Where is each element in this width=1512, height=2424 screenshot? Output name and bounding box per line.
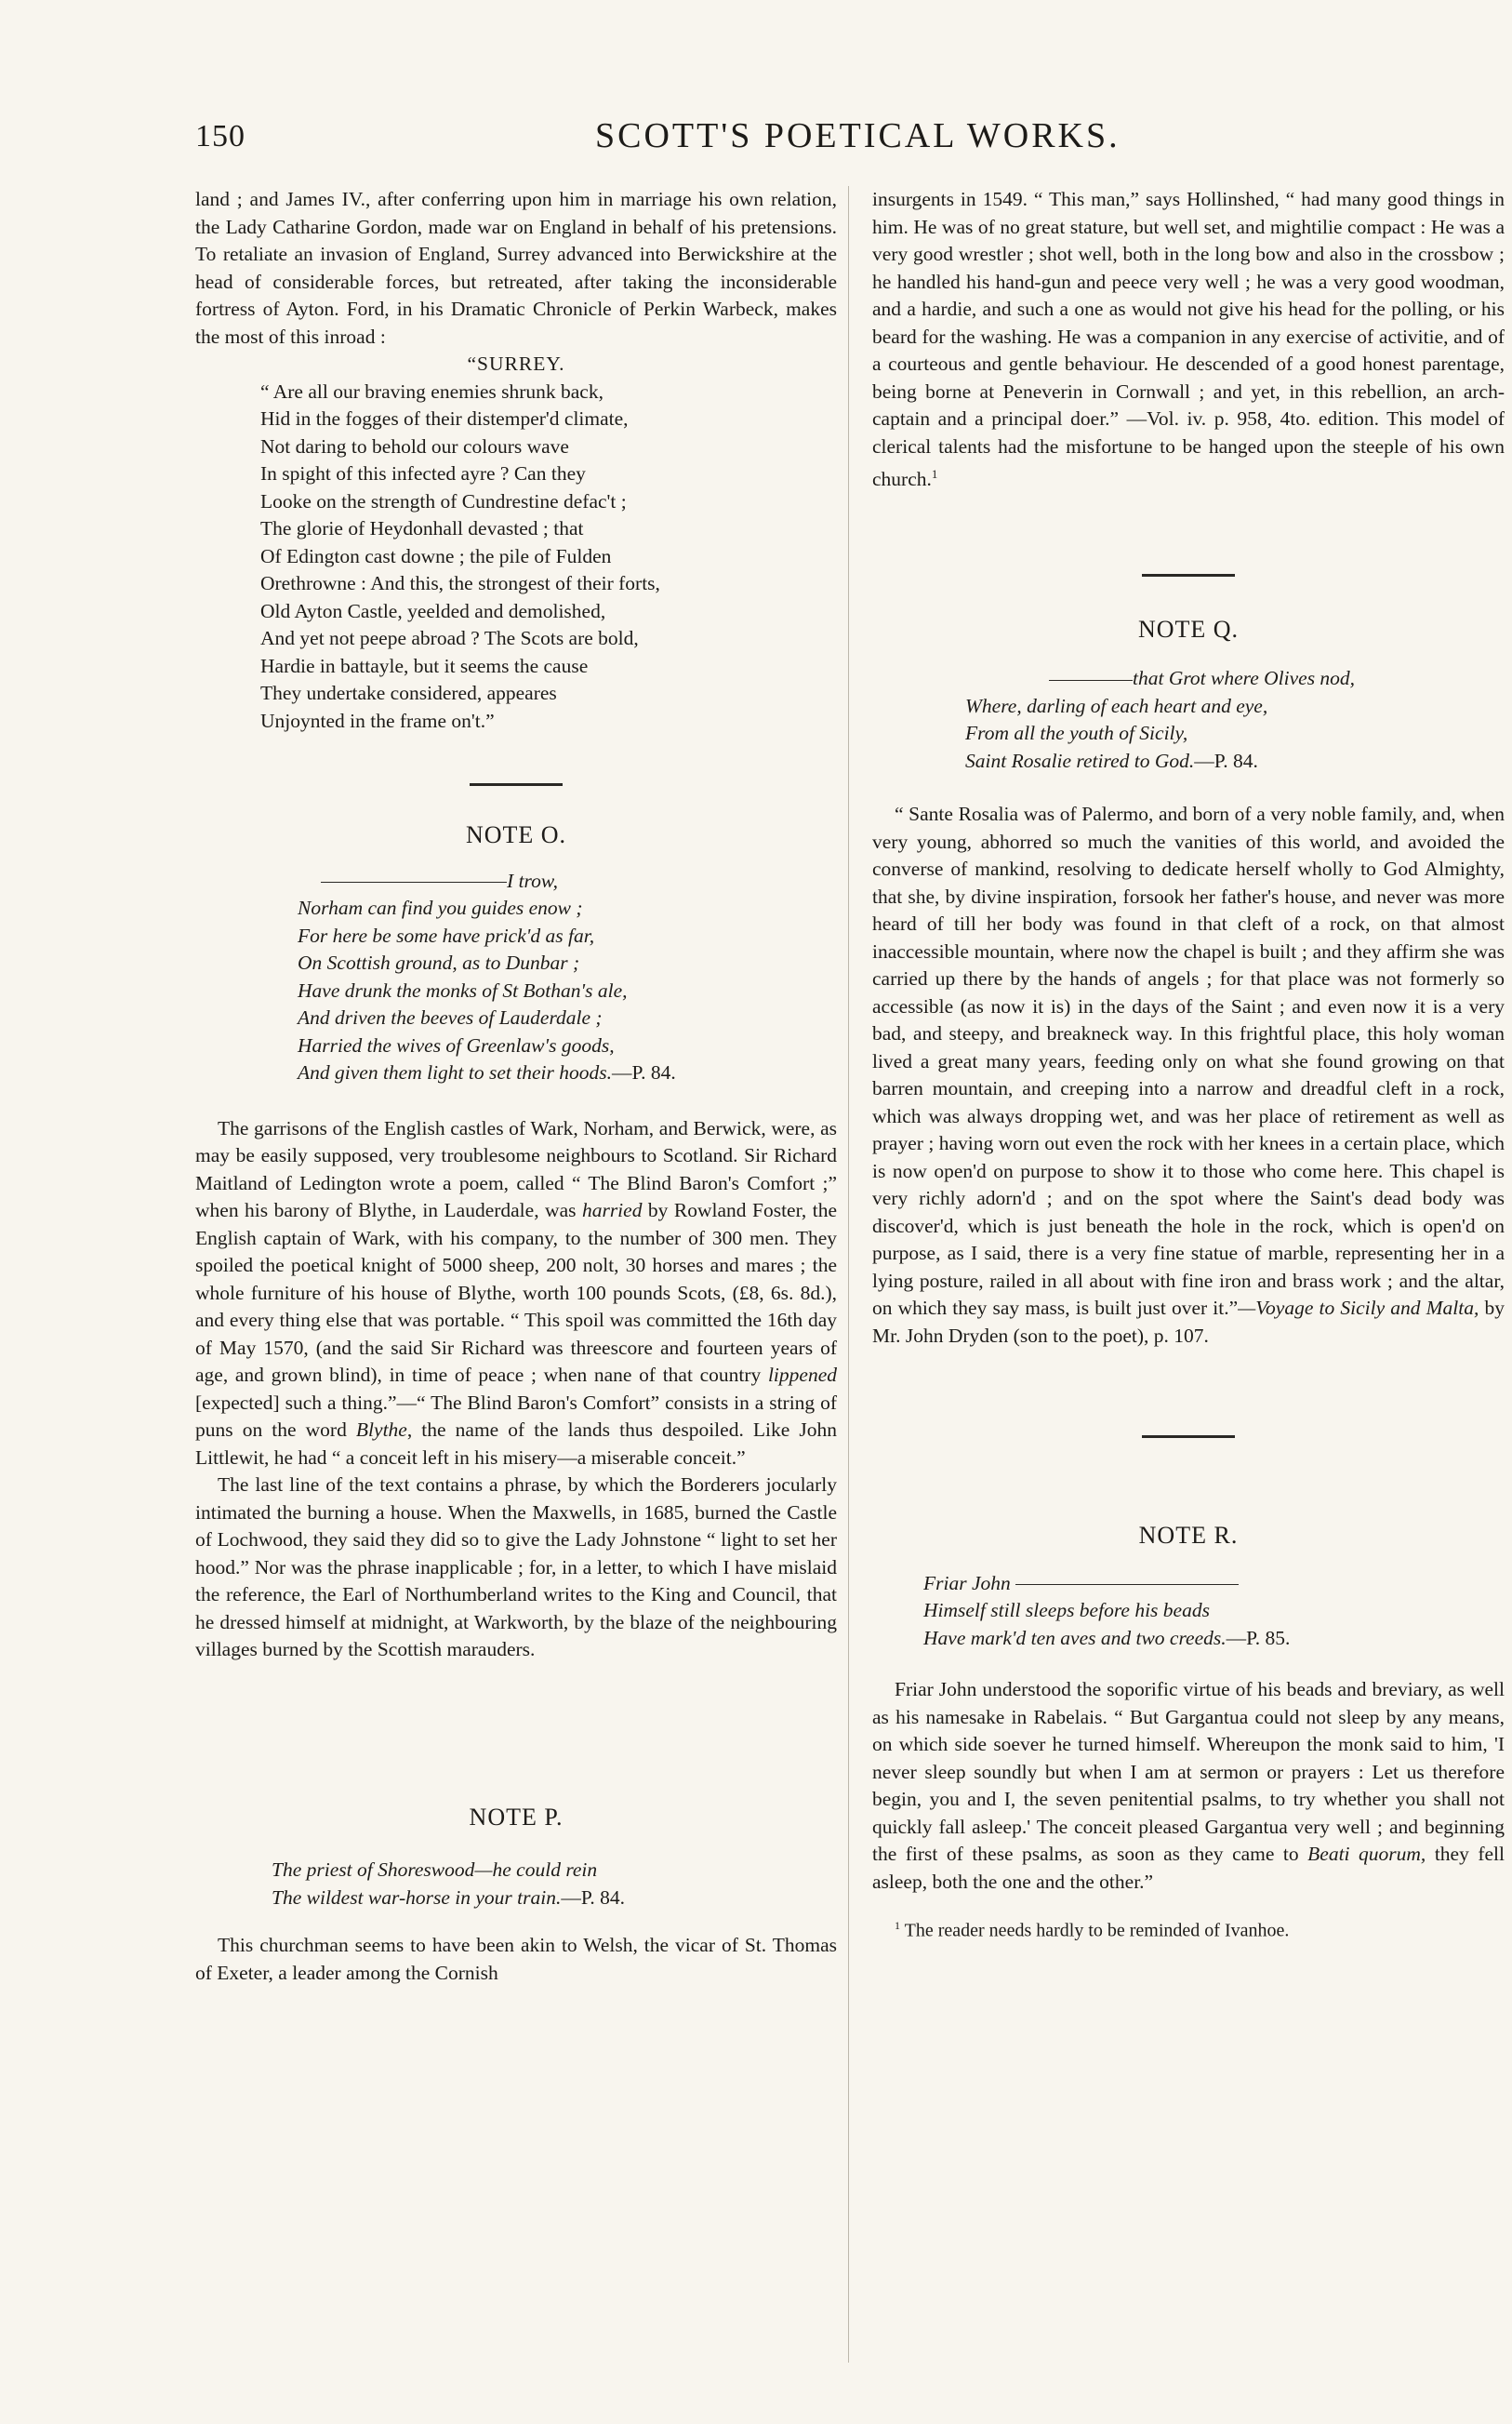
footnote-text: The reader needs hardly to be reminded of Ivanhoe. [904, 1920, 1290, 1941]
italic-title: —Voyage to Sicily and Malta, [1238, 1297, 1479, 1320]
motto-line: Where, darling of each heart and eye, [965, 694, 1268, 717]
running-title: SCOTT'S POETICAL WORKS. [595, 116, 1121, 155]
motto-line: that Grot where Olives nod, [1133, 667, 1356, 690]
motto-line: Norham can find you guides enow ; [298, 897, 583, 919]
motto-reference: —P. 84. [561, 1885, 626, 1909]
verse-line: Old Ayton Castle, yeelded and demolished, [260, 599, 606, 622]
text-run: The garrisons of the English castles of Wark, Norham, and Berwick, were, as may be easily supposed, very troublesome neighbours to Scotland. Sir Richard Maitland of Ledington wrote a poem, called “ The Blind Baron's Comfort ;” when his barony of Blythe, in Lauderdale, was [195, 1116, 837, 1221]
text-run: by Rowland Foster, the English captain of Wark, with his company, to the number of 300 men. They spoiled the poetical knight of 5000 sheep, 200 nolt, 30 horses and mares ; the whole furniture of his house of Blythe, worth 100 pounds Scots, (£8, 6s. 8d.), and every thing else that was portable. “ This spoil was committed the 16th day of May 1570, (and the said Sir Richard was threescore and fourteen years of age, and grown blind), in time of peace ; when nane of that country [195, 1199, 837, 1386]
footnote-mark: 1 [895, 1919, 900, 1933]
motto-line: Friar John [923, 1571, 1011, 1594]
motto-reference: —P. 84. [612, 1061, 676, 1084]
italic-term: lippened [767, 1364, 837, 1386]
note-o-heading: NOTE O. [465, 821, 567, 848]
note-q-motto [965, 665, 1505, 775]
footnote [872, 1912, 1505, 1945]
motto-line: Saint Rosalie retired to God. [965, 749, 1195, 772]
right-continuation-paragraph [872, 186, 1505, 494]
motto-line: And given them light to set their hoods. [298, 1061, 612, 1084]
motto-line: And driven the beeves of Lauderdale ; [298, 1006, 603, 1029]
verse-line: Unjoynted in the frame on't.” [260, 709, 495, 732]
verse-line: Hardie in battayle, but it seems the cause [260, 654, 589, 677]
motto-reference: —P. 84. [1194, 749, 1258, 772]
verse-line: They undertake considered, appeares [260, 682, 557, 704]
left-column [195, 186, 837, 1987]
motto-reference: —P. 85. [1226, 1626, 1291, 1649]
verse-line: And yet not peepe abroad ? The Scots are bold, [260, 627, 639, 649]
note-r-paragraph [872, 1676, 1505, 1896]
surrey-verse [260, 379, 837, 736]
motto-dash [1015, 1584, 1239, 1585]
motto-line: I trow, [507, 869, 558, 892]
speaker-label: “SURREY. [467, 353, 565, 375]
note-q-paragraph [872, 801, 1505, 1350]
verse-line: Not daring to behold our colours wave [260, 434, 569, 458]
text-run: by Mr. John Dryden (son to the poet), p. 107. [872, 1297, 1505, 1347]
italic-term: Blythe [355, 1418, 407, 1441]
note-r-motto [923, 1570, 1505, 1653]
note-o-paragraph-1 [195, 1115, 837, 1472]
verse-line: “ Are all our braving enemies shrunk back, [260, 380, 603, 403]
motto-line: On Scottish ground, as to Dunbar ; [298, 952, 580, 974]
left-intro-paragraph: land ; and James IV., after conferring upon him in marriage his own relation, the Lady Catharine Gordon, made war on England in behalf of his pretensions. To retaliate an invasion of England, Surrey advanced into Berwickshire at the head of considerable forces, but retreated, after taking the inconsiderable fortress of Ayton. Ford, in his Dramatic Chronicle of Perkin Warbeck, makes the most of this inroad : [195, 188, 837, 348]
text-run: “ Sante Rosalia was of Palermo, and born of a very noble family, and, when very young, abhorred so much the vanities of this world, and avoided the converse of mankind, resolving to dedicate herself wholly to God Almighty, that she, by divine inspiration, forsook her father's house, and never was more heard of till her body was found in that cleft of a rock, on that almost inaccessible mountain, where now the chapel is built ; and they affirm she was carried up there by the hands of angels ; for that place was not formerly so accessible (as now it is) in the days of the Saint ; and even now it is a very bad, and steepy, and breakneck way. In this frightful place, this holy woman lived a great many years, feeding only on what she found growing on that barren mountain, and creeping into a narrow and dreadful cleft in a rock, which was always dropping wet, and was her place of retirement as well as prayer ; having worn out even the rock with her knees in a certain place, which is now open'd on purpose to show it to those who come here. This chapel is very richly adorn'd ; and on the spot where the Saint's dead body was discover'd, which is just beneath the hole in the rock, which is open'd on purpose, as I said, there is a very fine statue of marble, representing her in a lying posture, railed in all about with fine iron and brass work ; and the altar, on which they say mass, is built just over it.” [872, 803, 1505, 1320]
motto-line: From all the youth of Sicily, [965, 722, 1188, 745]
verse-line: Of Edington cast downe ; the pile of Fulden [260, 544, 612, 567]
motto-line: The wildest war-horse in your train. [272, 1885, 562, 1909]
verse-line: Hid in the fogges of their distemper'd climate, [260, 407, 629, 430]
note-o-paragraph-2: The last line of the text contains a phrase, by which the Borderers jocularly intimated the burning a house. When the Maxwells, in 1685, burned the Castle of Lochwood, they said they did so to give the Lady Johnstone “ light to set her hood.” Nor was the phrase inapplicable ; for, in a letter, to which I have mislaid the reference, the Earl of Northumberland writes to the King and Council, that he dressed himself at midnight, at Warkworth, by the blaze of the neighbouring villages burned by the Scottish marauders. [195, 1473, 837, 1660]
note-q-heading: NOTE Q. [1137, 615, 1240, 643]
verse-line: Orethrowne : And this, the strongest of their forts, [260, 572, 660, 594]
motto-dash [1049, 680, 1133, 681]
motto-dash [321, 882, 507, 883]
text-run: , the name of the lands thus despoiled. Like John Littlewit, he had “ a conceit left in his misery—a miserable conceit.” [195, 1418, 838, 1469]
right-column [872, 186, 1505, 1945]
note-r-heading: NOTE R. [1138, 1522, 1239, 1550]
verse-line: In spight of this infected ayre ? Can they [260, 462, 586, 485]
motto-line: Himself still sleeps before his beads [923, 1599, 1210, 1622]
note-p-heading: NOTE P. [469, 1803, 564, 1831]
note-p-motto [272, 1857, 837, 1911]
note-p-paragraph: This churchman seems to have been akin to Welsh, the vicar of St. Thomas of Exeter, a leader among the Cornish [195, 1934, 837, 1984]
column-divider [848, 186, 849, 2363]
motto-line: Have mark'd ten aves and two creeds. [923, 1626, 1227, 1649]
motto-line: Harried the wives of Greenlaw's goods, [298, 1033, 615, 1057]
page-header [195, 110, 1460, 166]
motto-line: For here be some have prick'd as far, [298, 924, 595, 947]
motto-line: Have drunk the monks of St Bothan's ale, [298, 979, 628, 1002]
verse-line: The glorie of Heydonhall devasted ; that [260, 517, 584, 539]
italic-term: harried [581, 1199, 643, 1221]
footnote-reference: 1 [931, 467, 938, 481]
motto-line: The priest of Shoreswood—he could rein [272, 1858, 598, 1881]
page-number: 150 [195, 119, 245, 153]
text-run: they fell asleep, both the one and the other.” [872, 1843, 1505, 1893]
note-o-motto [298, 868, 837, 1087]
verse-line: Looke on the strength of Cundrestine defac't ; [260, 489, 627, 513]
italic-term: Beati quorum, [1307, 1843, 1426, 1866]
text-run: [expected] such a thing.”—“ The Blind Baron's Comfort” consists in a string of puns on the word [195, 1391, 837, 1441]
text-run: Friar John understood the soporific virtue of his beads and breviary, as well as his namesake in Rabelais. “ But Gargantua could not sleep by any means, on which side soever he turned himself. Whereupon the monk said to him, 'I never sleep soundly but when I am at sermon or prayers : Let us therefore begin, you and I, the seven penitential psalms, to try whether you shall not quickly fall asleep.' The conceit pleased Gargantua very well ; and beginning the first of these psalms, as soon as they came to [872, 1678, 1505, 1866]
text-run: insurgents in 1549. “ This man,” says Hollinshed, “ had many good things in him. He was of no great stature, but well set, and mightilie compact : He was a very good wrestler ; shot well, both in the long bow and also in the crossbow ; he handled his hand-gun and peece very well ; he was a very good woodman, and a hardie, and such a one as would not give his head for the polling, or his beard for the washing. He was a companion in any exercise of activitie, and of a courteous and gentle behaviour. He descended of a good honest parentage, being borne at Peneverin in Cornwall ; and yet, in this rebellion, an arch-captain and a principal doer.” —Vol. iv. p. 958, 4to. edition. This model of clerical talents had the misfortune to be hanged upon the steeple of his own church. [872, 188, 1505, 491]
